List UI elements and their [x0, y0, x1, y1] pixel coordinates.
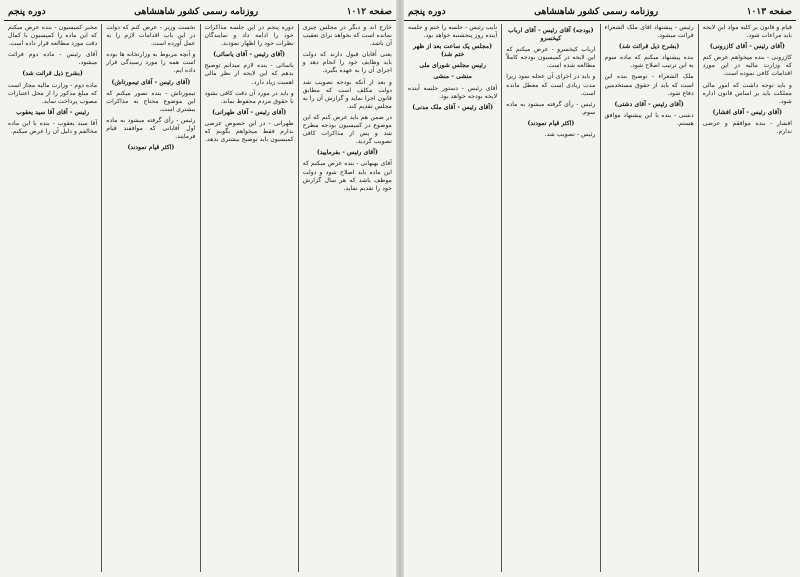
- page-gutter: [396, 0, 404, 577]
- paragraph: خارج اند و دیگر در مجلس چیزی نمانده است که بخواهد برای تعقیب آن باشد.: [302, 24, 392, 48]
- right-column-4: [404, 24, 501, 572]
- right-column-2: [600, 24, 698, 572]
- paragraph: رئیس - رأی گرفته میشود به ماده اول آقایانی که موافقند قیام فرمایند.: [106, 116, 196, 141]
- section-heading: (بودجه) آقای رئیس - آقای ارباب کیخسرو: [508, 27, 594, 43]
- left-page: [4, 4, 396, 572]
- paragraph: یعنی آقایان قبول دارند که دولت باید وظایف خود را انجام دهد و اجرای آن را به عهده بگیرد.: [302, 51, 392, 75]
- paragraph: و آنچه مربوط به وزارتخانه ها بوده است همه را مورد رسیدگی قرار داده ایم.: [106, 51, 196, 75]
- speaker-heading: (آقای رئیس - آقای ملک مدنی): [412, 103, 494, 111]
- left-column-2: [200, 24, 298, 572]
- speaker-heading: (بشرح ذیل قرائت شد): [618, 43, 680, 51]
- speaker-heading: (آقای رئیس - آقای یاسائی): [213, 51, 286, 59]
- paragraph: و باید در مورد آن دقت کافی بشود تا حقوق مردم محفوظ بماند.: [204, 89, 294, 105]
- right-journal-title: روزنامه رسمی کشور شاهنشاهی: [534, 7, 659, 17]
- left-journal-title: روزنامه رسمی کشور شاهنشاهی: [134, 7, 259, 17]
- paragraph: رئیس - رأی گرفته میشود به ماده سوم.: [506, 100, 596, 116]
- right-page-columns: [404, 24, 796, 572]
- left-page-columns: [4, 24, 396, 572]
- paragraph: آقای بهبهانی - بنده عرض میکنم که این ماده باید اصلاح شود و دولت موظف باشد که هر سال گزارش خود را تقدیم نماید.: [302, 160, 392, 192]
- paragraph: آقای رئیس - دستور جلسه آینده لایحه بودجه خواهد بود.: [408, 84, 498, 100]
- right-page-header: [404, 4, 796, 21]
- signature-line: رئیس مجلس شورای ملی: [419, 62, 486, 70]
- left-column-3: [101, 24, 199, 572]
- paragraph: در ضمن هم باید عرض کنم که این موضوع در کمیسیون بودجه مطرح شد و پس از مذاکرات کافی تصویب گردید.: [302, 113, 392, 146]
- paragraph: قیام و قانون بر کلیه مواد این لایحه باید مراعات شود.: [702, 24, 792, 40]
- left-issue-label: دوره پنجم: [8, 7, 46, 17]
- left-column-4: [4, 24, 101, 572]
- paragraph: دوره پنجم در این جلسه مذاکرات خود را ادامه داد و نمایندگان نظرات خود را اظهار نمودند.: [204, 24, 294, 48]
- paragraph: و بعد از آنکه بودجه تصویب شد دولت مکلف است که مطابق قانون اجرا نماید و گزارش آن را به مجلس تقدیم کند.: [302, 78, 392, 110]
- session-close-note: (مجلس یک ساعت بعد از ظهر ختم شد): [413, 43, 493, 59]
- paragraph: نایب رئیس - جلسه را ختم و جلسه آینده روز پنجشنبه خواهد بود.: [408, 24, 498, 40]
- paragraph: آقا سید یعقوب - بنده با این ماده مخالفم و دلیل آن را عرض میکنم.: [8, 119, 98, 136]
- right-page: [404, 4, 796, 572]
- right-column-1: [698, 24, 796, 572]
- paragraph: ارباب کیخسرو - عرض میکنم که این لایحه در کمیسیون بودجه کاملاً مطالعه شده است.: [506, 46, 596, 70]
- left-page-number: صفحه ۱۰۱۲: [346, 7, 392, 17]
- speaker-heading: (آقای رئیس - آقای افشار): [712, 108, 783, 116]
- paragraph: و باید در اجرای آن عجله نمود زیرا مدت زیادی است که معطل مانده است.: [506, 73, 596, 97]
- paragraph: تیمورتاش - بنده تصور میکنم که این موضوع محتاج به مذاکرات بیشتری است.: [106, 89, 196, 113]
- paragraph: کازرونی - بنده میخواهم عرض کنم که وزارت مالیه در این مورد اقدامات کافی نموده است.: [702, 54, 792, 78]
- right-issue-label: دوره پنجم: [408, 7, 446, 17]
- paragraph: مخبر کمیسیون - بنده عرض میکنم که این ماده را کمیسیون با کمال دقت مورد مطالعه قرار داده است.: [8, 24, 98, 48]
- paragraph: رئیس - تصویب شد.: [544, 131, 596, 139]
- right-page-number: صفحه ۱۰۱۳: [746, 7, 792, 17]
- left-page-header: [4, 4, 396, 21]
- left-column-1: [298, 24, 396, 572]
- paragraph: نخست وزیر - عرض کنم که دولت در این باب اقدامات لازم را به عمل آورده است.: [106, 24, 196, 48]
- paragraph: ملک الشعراء - توضیح بنده این است که باید از حقوق مستخدمین دفاع شود.: [604, 73, 694, 97]
- reading-note: (بشرح ذیل قرائت شد): [22, 70, 83, 78]
- paragraph: ماده دوم - وزارت مالیه مجاز است که مبلغ مذکور را از محل اعتبارات مصوب پرداخت نماید.: [8, 81, 98, 105]
- paragraph: دشتی - بنده با این پیشنهاد موافق هستم.: [604, 111, 694, 127]
- paragraph: افشار - بنده موافقم و عرضی ندارم.: [702, 119, 792, 136]
- speaker-heading: (آقای رئیس - آقای دشتی): [614, 100, 684, 108]
- speaker-heading: رئیس - آقای آقا سید یعقوب: [16, 108, 90, 116]
- speaker-heading: (آقای رئیس - آقای طهرانی): [212, 108, 287, 116]
- speaker-heading: (آقای رئیس - بفرمایید): [316, 149, 378, 157]
- speaker-heading: (آقای رئیس - آقای کازرونی): [709, 43, 785, 51]
- paragraph: طهرانی - در این خصوص عرضی ندارم فقط میخواهم بگویم که کمیسیون باید توضیح بیشتری بدهد.: [204, 119, 294, 144]
- paragraph: یاسائی - بنده لازم میدانم توضیح بدهم که این لایحه از نظر مالی اهمیت زیاد دارد.: [204, 62, 294, 86]
- speaker-heading: (آقای رئیس - آقای تیمورتاش): [111, 78, 191, 86]
- paragraph: آقای رئیس - ماده دوم قرائت میشود.: [8, 51, 98, 67]
- vote-result: (اکثر قیام نمودند): [127, 144, 175, 152]
- right-column-3: [501, 24, 599, 572]
- paragraph: بنده پیشنهاد میکنم که ماده سوم به این ترتیب اصلاح شود.: [604, 54, 694, 70]
- vote-result: (اکثر قیام نمودند): [527, 119, 575, 127]
- paragraph: و باید توجه داشت که امور مالی مملکت باید بر اساس قانون اداره شود.: [702, 81, 792, 105]
- signature-line: منشی - منشی: [433, 73, 472, 81]
- paragraph: رئیس - پیشنهاد آقای ملک الشعراء قرائت میشود.: [604, 24, 694, 40]
